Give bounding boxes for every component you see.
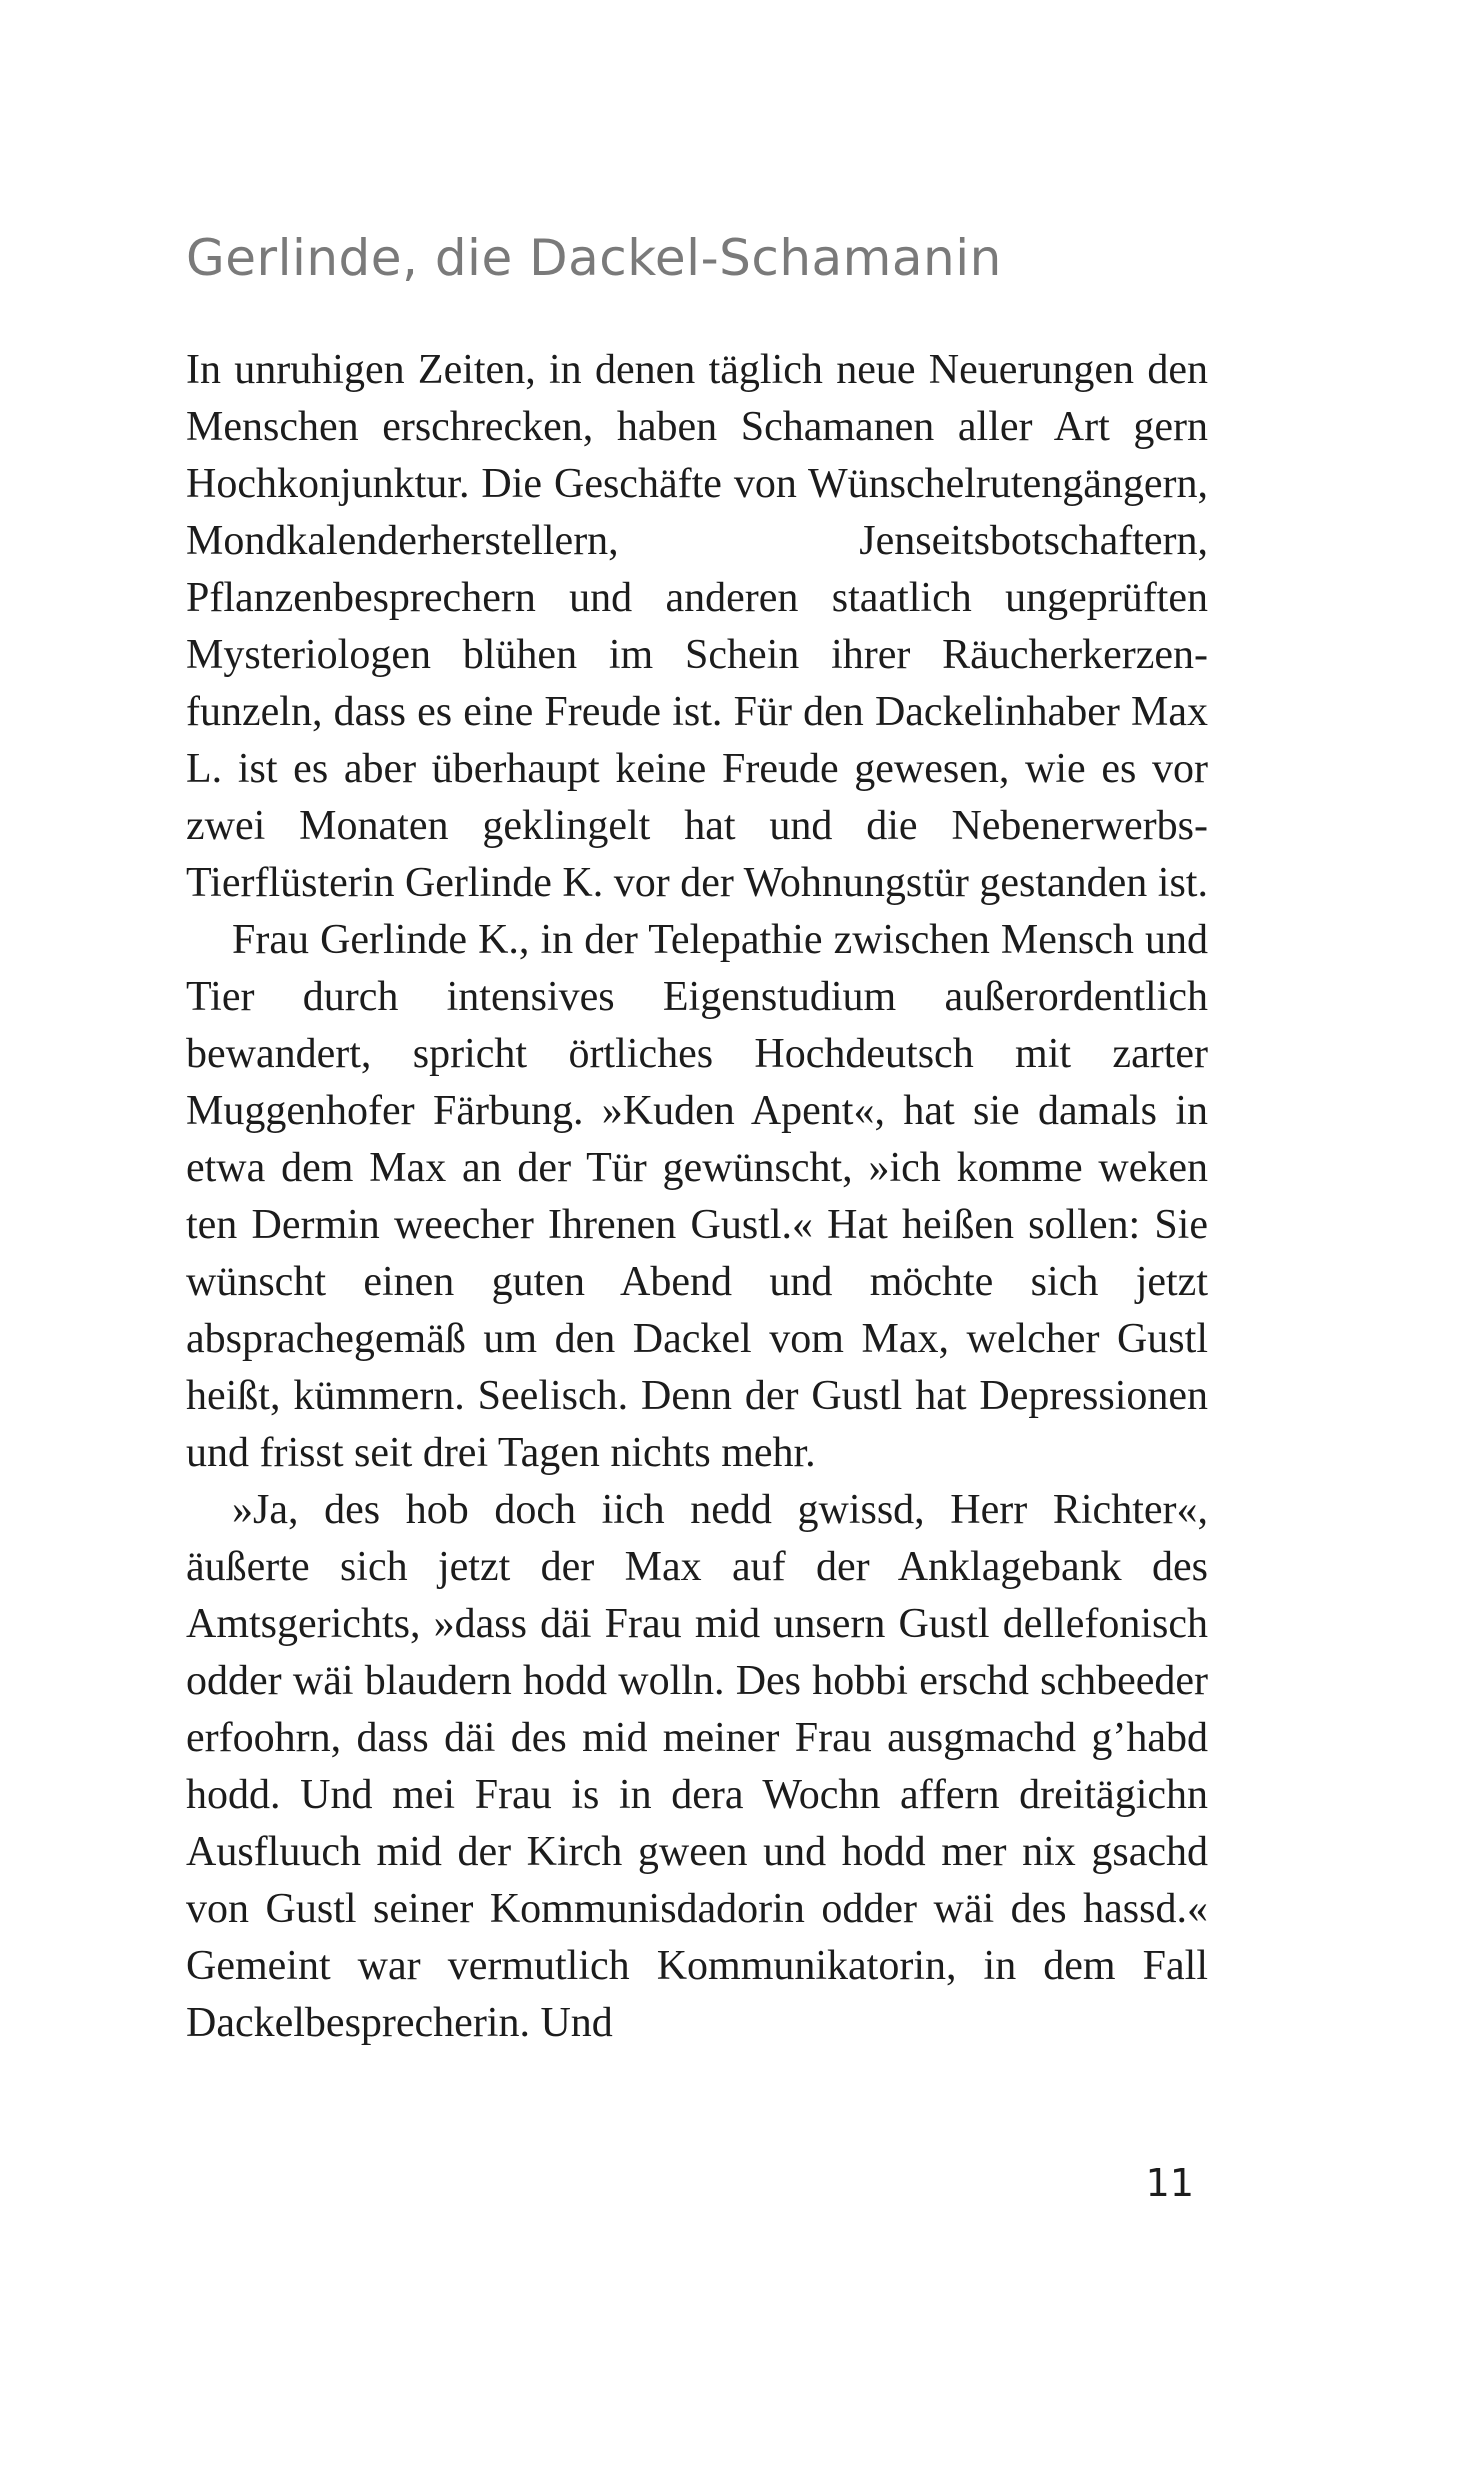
chapter-title: Gerlinde, die Dackel-Schamanin: [186, 229, 1002, 287]
paragraph: »Ja, des hob doch iich nedd gwissd, Herr Richter«, äußerte sich jetzt der Max auf der Anklagebank des Amtsgerichts, »dass däi Frau mid unsern Gustl dellefonisch odder wäi blaudern hodd wolln. Des hobbi erschd schbeeder erfoohrn, dass däi des mid meiner Frau ausgmachd g’habd hodd. Und mei Frau is in dera Wochn affern dreitägichn Ausfluuch mid der Kirch gween und hodd mer nix gsachd von Gustl seiner Kommunisdadorin odder wäi des hassd.« Gemeint war vermutlich Kommunikatorin, in dem Fall Dackelbesprecherin. Und: [186, 1487, 1208, 2046]
page-number: 11: [1145, 2161, 1194, 2205]
paragraph: In unruhigen Zeiten, in denen täglich neue Neuerungen den Menschen erschrecken, haben Schamanen aller Art gern Hochkonjunktur. Die Geschäfte von Wünschelrutengängern, Mondkalenderherstellern, Jenseitsbotschaftern, Pflanzenbesprechern und anderen staatlich ungeprüften Mysteriologen blühen im Schein ihrer Räucherkerzenfunzeln, dass es eine Freude ist. Für den Dackelinhaber Max L. ist es aber überhaupt keine Freude gewesen, wie es vor zwei Monaten geklingelt hat und die Nebenerwerbs-Tierflüsterin Gerlinde K. vor der Wohnungstür gestanden ist.: [186, 347, 1208, 906]
chapter-body: [186, 342, 1208, 2052]
paragraph: Frau Gerlinde K., in der Telepathie zwischen Mensch und Tier durch intensives Eigenstudium außerordentlich bewandert, spricht örtliches Hochdeutsch mit zarter Muggenhofer Färbung. »Kuden Apent«, hat sie damals in etwa dem Max an der Tür gewünscht, »ich komme weken ten Dermin weecher Ihrenen Gustl.« Hat heißen sollen: Sie wünscht einen guten Abend und möchte sich jetzt absprachegemäß um den Dackel vom Max, welcher Gustl heißt, kümmern. Seelisch. Denn der Gustl hat Depressionen und frisst seit drei Tagen nichts mehr.: [186, 917, 1208, 1476]
